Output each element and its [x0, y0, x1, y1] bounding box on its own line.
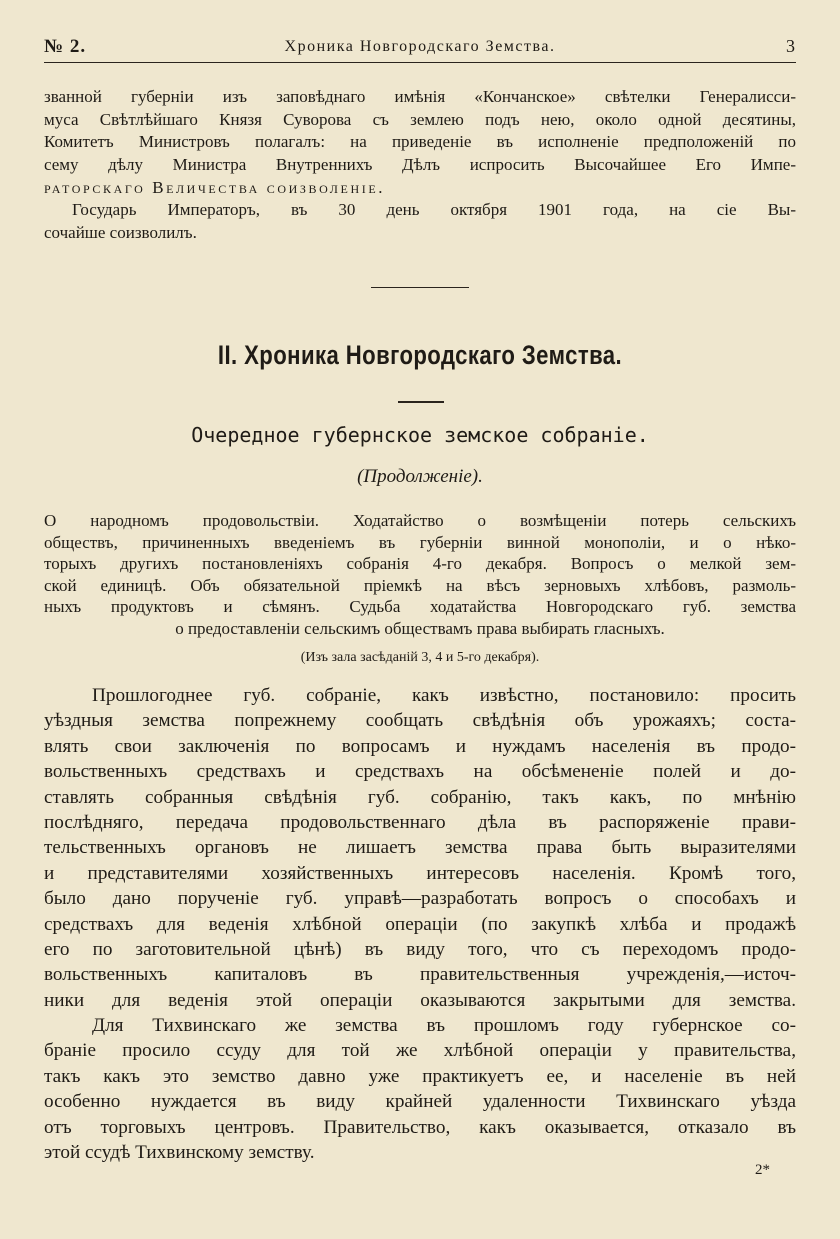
text-line: влять свои заключенія по вопросамъ и нуждамъ населенія въ продо- [44, 735, 796, 757]
section-summary [44, 510, 796, 639]
summary-line: обществъ, причиненныхъ введеніемъ въ губерніи винной монополіи, и о нѣко- [44, 532, 796, 552]
summary-line: ныхъ продуктовъ и сѣмянъ. Судьба ходатайства Новгородскаго губ. земства [44, 597, 796, 616]
body-paragraph-2 [44, 1013, 796, 1165]
text-line: и представителями хозяйственныхъ интересовъ населенія. Кромѣ того, [44, 862, 796, 884]
text-line: вольственныхъ средствахъ и средствахъ на обсѣмененіе полей и до- [44, 761, 796, 783]
text-line: этой ссудѣ Тихвинскому земству. [44, 1142, 315, 1164]
text-line: званной губерніи изъ заповѣднаго имѣнія «Кончанское» свѣтелки Генералисси- [44, 87, 796, 106]
text-line: вольственныхъ капиталовъ въ правительственныя учрежденія,—источ- [44, 964, 796, 986]
text-line: его по заготовительной цѣнѣ) въ виду того, что съ переходомъ продо- [44, 939, 796, 961]
text-line: такъ какъ это земство давно уже практикуетъ ее, и населеніе въ ней [44, 1065, 796, 1087]
text-line: браніе просило ссуду для той же хлѣбной операціи у правительства, [44, 1040, 796, 1062]
summary-line: ской единицѣ. Объ обязательной пріемкѣ на вѣсъ зерновыхъ хлѣбовъ, размоль- [44, 575, 796, 595]
text-line: Прошлогоднее губ. собраніе, какъ извѣстно, постановило: просить [92, 685, 796, 706]
text-line: сочайше соизволилъ. [44, 222, 197, 242]
summary-line: о предоставленіи сельскимъ обществамъ права выбирать гласныхъ. [175, 618, 665, 638]
text-line: уѣздныя земства попрежнему сообщать свѣдѣнія объ урожаяхъ; соста- [44, 710, 796, 732]
summary-line: О народномъ продовольствіи. Ходатайство о возмѣщеніи потерь сельскихъ [44, 511, 796, 530]
page-number: 3 [786, 36, 796, 56]
text-line: было дано порученіе губ. управѣ—разработать вопросъ о способахъ и [44, 888, 796, 910]
source-note: (Изъ зала засѣданій 3, 4 и 5-го декабря). [300, 650, 540, 665]
text-line: отъ торговыхъ центровъ. Правительство, какъ оказывается, отказало въ [44, 1116, 796, 1138]
issue-number: № 2. [44, 36, 87, 57]
running-header [44, 36, 796, 63]
text-line: раторскаго Величества соизволеніе. [44, 177, 386, 197]
title-rule [398, 401, 444, 403]
section-title: II. Хроника Новгородскаго Земства. [217, 340, 623, 370]
text-line: Государь Императоръ, въ 30 день октября 1901 года, на сіе Вы- [72, 200, 796, 219]
text-line: особенно нуждается въ виду крайней удаленности Тихвинскаго уѣзда [44, 1091, 796, 1113]
section-subtitle: Очередное губернское земское собраніе. [191, 423, 649, 447]
running-title: Хроника Новгородскаго Земства. [284, 38, 556, 55]
text-line: ники для веденія этой операціи оказываются закрытыми для земства. [44, 989, 796, 1011]
text-line: Для Тихвинскаго же земства въ прошломъ году губернское со- [92, 1015, 796, 1036]
text-line: Комитетъ Министровъ полагалъ: на приведеніе въ исполненіе предположеній по [44, 132, 796, 152]
text-line: средствахъ для веденія хлѣбной операціи (по закупкѣ хлѣба и продажѣ [44, 913, 796, 935]
text-line: ставлять собранныя свѣдѣнія губ. собранію, такъ какъ, по мнѣнію [44, 786, 796, 808]
summary-line: торыхъ другихъ постановленіяхъ собранія 4-го декабря. Вопросъ о мелкой зем- [44, 554, 796, 573]
body-paragraph-1 [44, 683, 796, 1013]
separator-rule [371, 287, 469, 288]
text-line: послѣдняго, передача продовольственнаго дѣла въ распоряженіе прави- [44, 812, 796, 834]
resolution-paragraph [44, 199, 796, 244]
text-line: тельственныхъ органовъ не лишаетъ земства права быть выразителями [44, 837, 796, 859]
continuation-label: (Продолженіе). [357, 466, 483, 487]
text-line: сему дѣлу Министра Внутреннихъ Дѣлъ испросить Высочайшее Его Импе- [44, 155, 796, 175]
signature-mark: 2* [755, 1162, 770, 1178]
opening-paragraph [44, 86, 796, 200]
text-line: муса Свѣтлѣйшаго Князя Суворова съ землею подъ нею, около одной десятины, [44, 109, 796, 129]
